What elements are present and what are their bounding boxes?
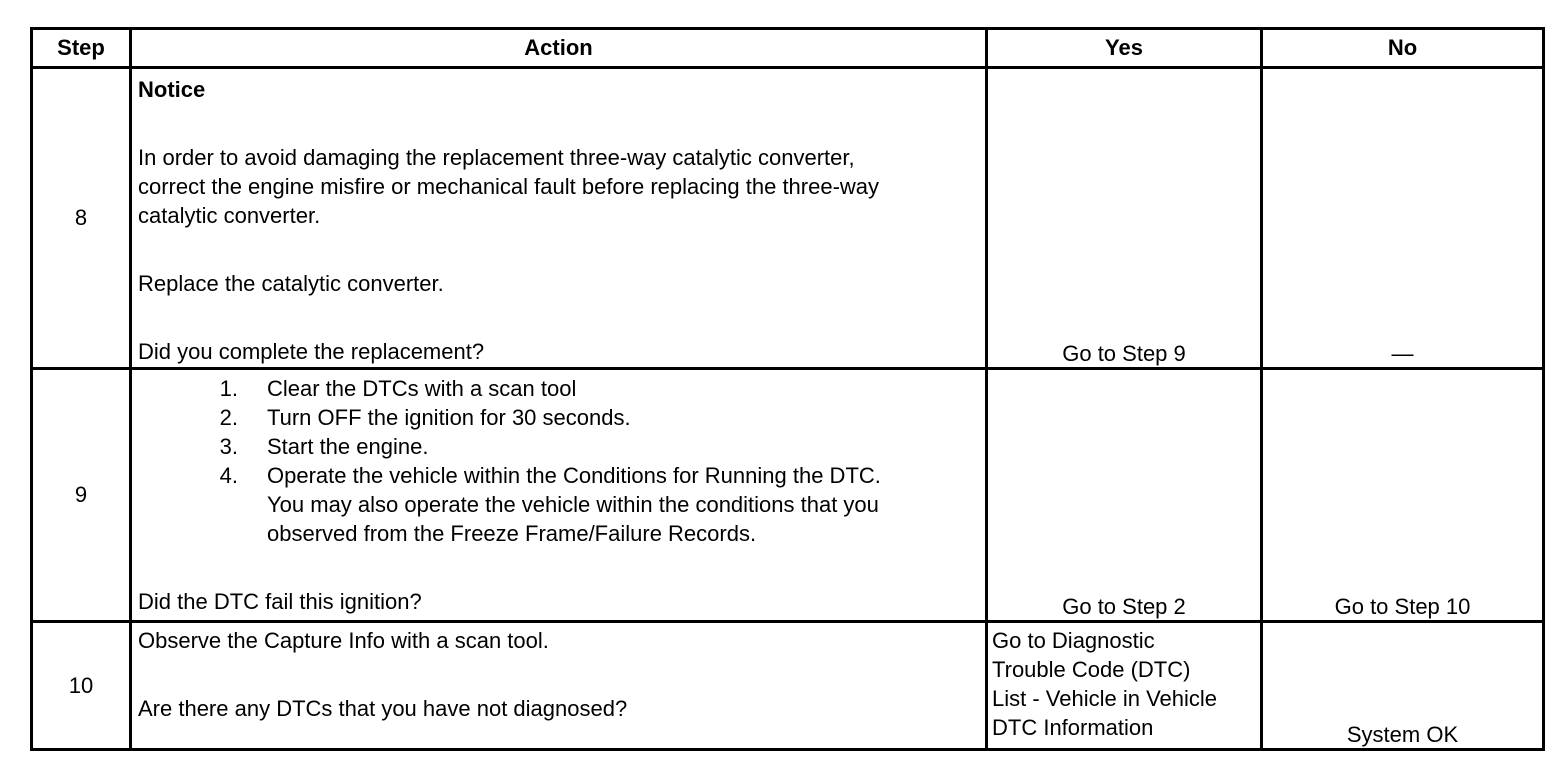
no-outcome: System OK (1262, 622, 1544, 750)
action-cell (131, 369, 987, 622)
list-number: 1. (219, 376, 238, 401)
header-row (32, 29, 1544, 68)
yes-outcome-line: Go to Diagnostic (992, 628, 1155, 653)
list-number: 2. (219, 405, 238, 430)
notice-text-line: correct the engine misfire or mechanical fault before replacing the three-way (138, 174, 880, 199)
notice-text-line: catalytic converter. (138, 203, 321, 228)
list-text: Start the engine. (267, 434, 429, 459)
notice-text-line: In order to avoid damaging the replacement three-way catalytic converter, (138, 145, 855, 170)
list-item (138, 432, 979, 461)
question-text: Are there any DTCs that you have not diagnosed? (138, 696, 628, 721)
table-row (32, 622, 1544, 750)
header-no: No (1262, 29, 1544, 68)
yes-outcome: Go to Step 9 (987, 68, 1262, 369)
no-outcome: Go to Step 10 (1262, 369, 1544, 622)
list-item (138, 374, 979, 403)
step-number: 9 (32, 369, 131, 622)
step-number: 10 (32, 622, 131, 750)
header-step: Step (32, 29, 131, 68)
list-text: observed from the Freeze Frame/Failure Records. (267, 521, 757, 546)
list-text: Operate the vehicle within the Conditions for Running the DTC. (267, 463, 881, 488)
question-text: Did the DTC fail this ignition? (138, 589, 422, 614)
list-text: Clear the DTCs with a scan tool (267, 376, 577, 401)
yes-outcome-line: Trouble Code (DTC) (992, 657, 1191, 682)
list-item (138, 403, 979, 432)
list-text-block (267, 461, 881, 548)
yes-outcome (987, 622, 1262, 750)
procedure-list (138, 374, 979, 548)
list-number: 3. (219, 434, 238, 459)
yes-outcome-line: List - Vehicle in Vehicle (992, 686, 1218, 711)
table-row (32, 369, 1544, 622)
notice-title: Notice (138, 77, 206, 102)
question-text: Did you complete the replacement? (138, 339, 485, 364)
step-number: 8 (32, 68, 131, 369)
instruction-text: Replace the catalytic converter. (138, 271, 444, 296)
instruction-text: Observe the Capture Info with a scan tool. (138, 628, 549, 653)
diagnostic-table (30, 27, 1545, 751)
yes-outcome-line: DTC Information (992, 715, 1154, 740)
action-cell (131, 68, 987, 369)
list-item (138, 461, 979, 548)
no-outcome: — (1262, 68, 1544, 369)
list-number: 4. (219, 463, 238, 488)
list-text: Turn OFF the ignition for 30 seconds. (267, 405, 631, 430)
table-row (32, 68, 1544, 369)
action-cell (131, 622, 987, 750)
header-yes: Yes (987, 29, 1262, 68)
list-text: You may also operate the vehicle within the conditions that you (267, 492, 879, 517)
yes-outcome: Go to Step 2 (987, 369, 1262, 622)
header-action: Action (131, 29, 987, 68)
